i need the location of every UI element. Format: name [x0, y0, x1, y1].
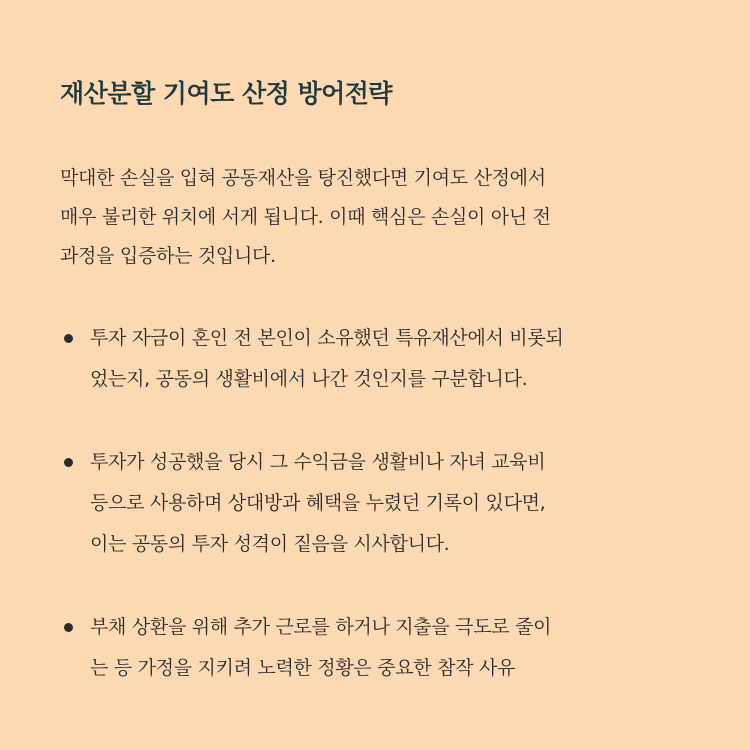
bullet-line: 는 등 가정을 지키려 노력한 정황은 중요한 참작 사유 — [90, 657, 516, 679]
intro-line: 과정을 입증하는 것입니다. — [60, 245, 276, 267]
intro-line: 매우 불리한 위치에 서게 됩니다. 이때 핵심은 손실이 아닌 전 — [60, 206, 551, 228]
intro-line: 막대한 손실을 입혀 공동재산을 탕진했다면 기여도 산정에서 — [60, 167, 546, 189]
bullet-dot-icon — [64, 458, 73, 467]
bullet-line: 투자 자금이 혼인 전 본인이 소유했던 특유재산에서 비롯되 — [90, 327, 564, 349]
bullet-list — [60, 318, 710, 731]
intro-paragraph — [60, 159, 700, 276]
bullet-line: 등으로 사용하며 상대방과 혜택을 누렸던 기록이 있다면, — [90, 492, 546, 514]
list-item — [60, 442, 710, 565]
page-title: 재산분할 기여도 산정 방어전략 — [60, 79, 393, 108]
list-item — [60, 318, 710, 400]
list-item — [60, 607, 710, 689]
bullet-dot-icon — [64, 623, 73, 632]
bullet-line: 투자가 성공했을 당시 그 수익금을 생활비나 자녀 교육비 — [90, 451, 546, 473]
bullet-line: 부채 상환을 위해 추가 근로를 하거나 지출을 극도로 줄이 — [90, 616, 552, 638]
bullet-line: 이는 공동의 투자 성격이 짙음을 시사합니다. — [90, 533, 450, 555]
bullet-dot-icon — [64, 334, 73, 343]
bullet-line: 었는지, 공동의 생활비에서 나간 것인지를 구분합니다. — [90, 368, 528, 390]
